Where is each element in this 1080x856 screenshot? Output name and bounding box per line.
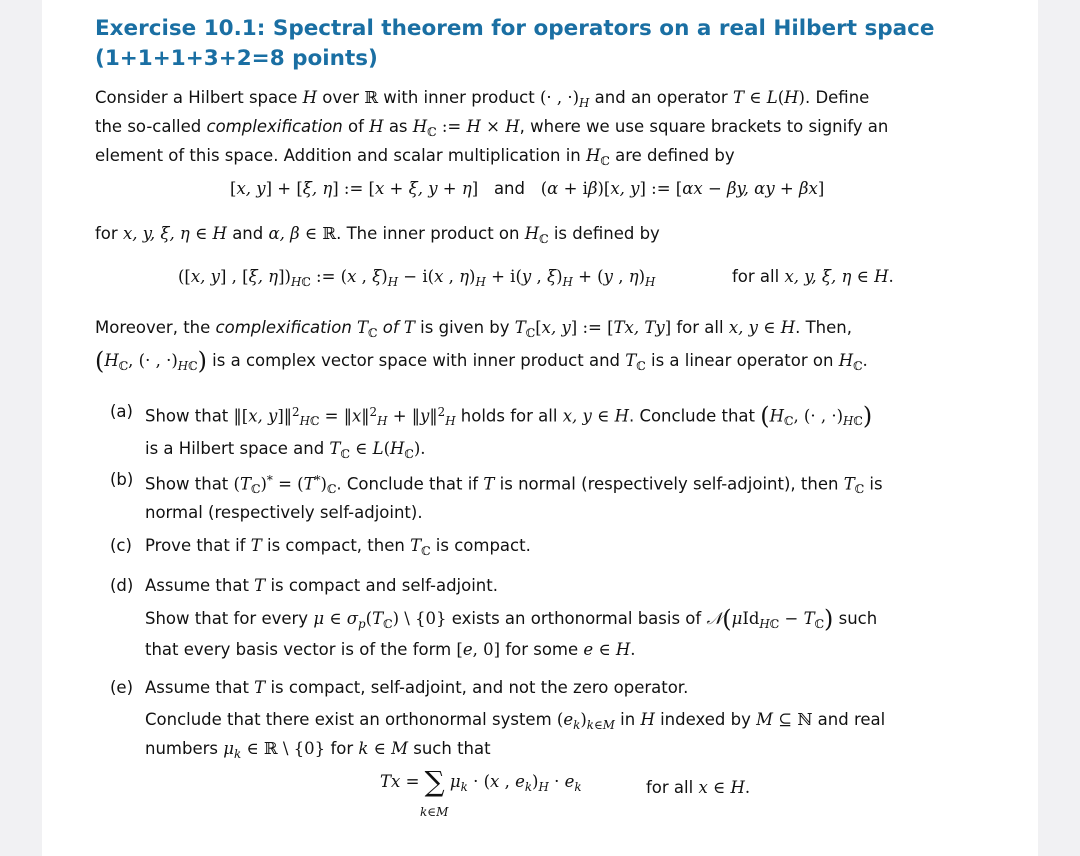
part-d: (d) Assume that T is compact and self-adjoint. <box>110 574 900 598</box>
part-c-label: (c) <box>110 536 132 555</box>
exercise-title <box>95 14 935 74</box>
inner-product-intro: for x, y, ξ, η ∈ H and α, β ∈ ℝ. The inner product on $H_ℂ$ is defined by <box>95 224 660 246</box>
part-d-label: (d) <box>110 576 134 595</box>
moreover-paragraph: Moreover, the complexification $T_ℂ$ of T is given by $T_ℂ[x$, y] := [Tx, Ty] for all x, y ∈ H. Then, ($H_ℂ$, (· , $\cdot)_{Hℂ}$) is a complex vector space with inner product and $T_ℂ$ is a linear operator on $H_ℂ$. <box>95 318 868 375</box>
part-d-body: Show that for every μ ∈ $\sigma_p(T_ℂ)$ \ {0} exists an orthonormal basis of 𝒩(μId$_{Hℂ}$ − $T_ℂ$) such that every basis vector is of the form [e, 0] for some e ∈ H. <box>145 605 878 659</box>
part-e: (e) Assume that T is compact, self-adjoint, and not the zero operator. <box>110 676 900 700</box>
display-inner-product-qualifier: for all x, y, ξ, η ∈ H. <box>732 267 894 286</box>
part-a-label: (a) <box>110 402 133 421</box>
display-addition-scalar: [x, y] + [ξ, η] := [x + ξ, y + η] and (α + iβ)[x, y] := [αx − βy, αy + βx] <box>230 179 825 198</box>
part-c: (c) Prove that if T is compact, then $T_ℂ$ is compact. <box>110 536 531 558</box>
part-b: (b) Show that $(T_ℂ)^* = (T^*)_ℂ$. Conclude that if T is normal (respectively self-adjoint), then $T_ℂ$ is normal (respectively self-adjoint). <box>110 470 883 523</box>
title-line-2: (1+1+1+3+2=8 points) <box>95 46 378 71</box>
intro-paragraph: Consider a Hilbert space H over ℝ with inner product (· , $\cdot)_H$ and an operator T ∈ L(H). Define the so-called complexification of H as $H_ℂ$ := H × H, where we use square brackets to signify an element of this space. Addition and scalar multiplication in $H_ℂ$ are defined by <box>95 88 889 168</box>
title-line-1: Exercise 10.1: Spectral theorem for operators on a real Hilbert space <box>95 16 935 41</box>
part-e-body: Conclude that there exist an orthonormal system $(e_k)_{k\in M}$ in H indexed by M ⊆ ℕ and real numbers $\mu_k$ ∈ ℝ \ {0} for k ∈ M such that <box>145 710 886 761</box>
part-e-label: (e) <box>110 678 134 697</box>
sum-index: k∈M <box>420 805 449 819</box>
part-a: (a) Show that ‖[x, y]‖$^2_{Hℂ}$ = ‖x‖$^2_H$ + ‖y‖$^2_H$ holds for all x, y ∈ H. Conclude that ($H_ℂ$, (· , $\cdot)_{Hℂ}$) is a Hilbert space and $T_ℂ$ ∈ $L(H_ℂ)$. <box>110 398 900 468</box>
complexification-term: complexification <box>206 116 343 136</box>
display-spectral-qualifier: for all x ∈ H. <box>646 778 751 797</box>
part-b-label: (b) <box>110 470 134 489</box>
display-spectral-sum: Tx = ∑ $\mu_k \cdot (x$ , $e_k)_H \cdot e_k$ <box>380 765 582 798</box>
display-inner-product: ([x, y] , [ξ, $\eta])_{Hℂ}$ := (x , $\xi)_H - i(x$ , $\eta)_H + i(y$ , $\xi)_H + (y$ , $\eta)_H$ <box>178 267 656 289</box>
